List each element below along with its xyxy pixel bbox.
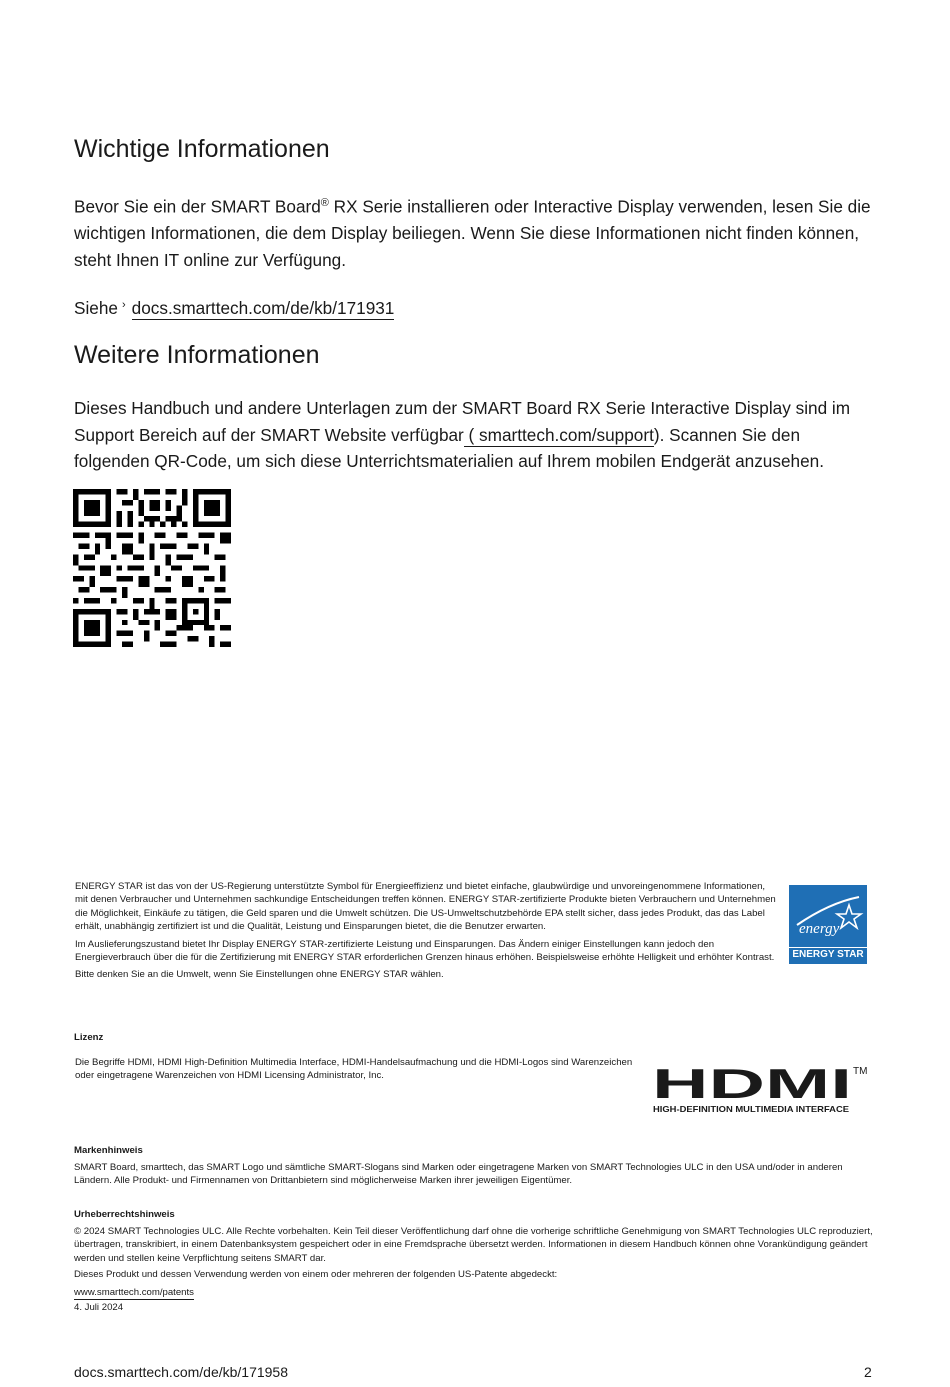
patents-text: Dieses Produkt und dessen Verwendung werden von einem oder mehreren der folgenden US-Patente abgedeckt: <box>74 1269 558 1281</box>
energy-star-section <box>75 880 780 982</box>
page-number: 2 <box>864 1364 872 1380</box>
energy-logo-label: ENERGY STAR <box>792 949 864 960</box>
chevron-right-icon: › <box>121 299 126 311</box>
more-text-1: Dieses Handbuch und andere Unterlagen zum der SMART Board RX Serie Interactive Display sind im Support Bereich auf der SMART Website verfügbar <box>74 398 851 445</box>
energy-script: energy <box>799 921 840 937</box>
see-label: Siehe <box>74 298 118 318</box>
important-heading: Wichtige Informationen <box>74 135 330 163</box>
registered-mark: ® <box>320 197 329 209</box>
energy-para-1: ENERGY STAR ist das von der US-Regierung unterstützte Symbol für Energieeffizienz und bietet einfache, glaubwürdige und unvoreingenommene Informationen, mit denen Verbraucher und Unternehmen sachkundige Entscheidungen treffen können. ENERGY STAR-zertifizierte Produkte bieten Verbrauchern und Unternehmen die Möglichkeit, Einkäufe zu tätigen, die Geld sparen und die Umwelt schützen. Die US-Umweltschutzbehörde EPA stellt sicher, dass jedes Produkt, das das Label erhält, unabhängig zertifiziert ist und die Qualität, Leistung und Einsparungen bietet, die die Benutzer erwarten. <box>75 881 776 933</box>
trademark-heading: Markenhinweis <box>74 1145 143 1156</box>
copyright-heading: Urheberrechtshinweis <box>74 1209 175 1220</box>
hdmi-wordmark-icon <box>652 1064 872 1116</box>
footer-url: docs.smarttech.com/de/kb/171958 <box>74 1364 289 1380</box>
energy-para-2: Im Auslieferungszustand bietet Ihr Display ENERGY STAR-zertifizierte Leistung und Einsparungen. Das Ändern einiger Einstellungen kann jedoch den Energieverbrauch über die für die Zertifizierung mit ENERGY STAR erforderlichen Grenzen hinaus erhöhen. Beispielsweise erhöhte Helligkeit und erhöhter Kontrast. <box>75 938 775 964</box>
copyright-text: © 2024 SMART Technologies ULC. Alle Rechte vorbehalten. Kein Teil dieser Veröffentlichung darf ohne die vorherige schriftliche Genehmigung von SMART Technologies ULC reproduziert, übertragen, transkribiert, in einem Datenbanksystem gespeichert oder in eine Fremdsprache übersetzt werden. Informationen in diesem Handbuch können ohne Vorankündigung geändert werden und stellen keine Verpflichtung seitens SMART dar. <box>74 1226 873 1264</box>
hdmi-logo <box>652 1064 872 1116</box>
more-paragraph <box>74 395 879 475</box>
copyright-section <box>74 1225 879 1314</box>
license-heading: Lizenz <box>74 1032 104 1043</box>
more-text-2: ). Scannen Sie den folgenden QR-Code, um sich diese Unterrichtsmaterialien auf Ihrem mobilen Endgerät anzusehen. <box>74 424 824 471</box>
energy-logo-divider <box>789 947 867 948</box>
see-line <box>74 292 394 322</box>
document-date: 4. Juli 2024 <box>74 1302 124 1314</box>
support-link[interactable]: ( smarttech.com/support <box>463 424 654 445</box>
patents-link[interactable]: www.smarttech.com/patents <box>74 1286 194 1298</box>
energy-star-logo <box>789 885 867 964</box>
hdmi-tagline: HIGH-DEFINITION MULTIMEDIA INTERFACE <box>653 1105 850 1114</box>
important-text-1: Bevor Sie ein der SMART Board <box>74 196 321 217</box>
more-heading: Weitere Informationen <box>74 341 320 369</box>
hdmi-tm: TM <box>853 1066 868 1077</box>
see-link[interactable]: docs.smarttech.com/de/kb/171931 <box>131 298 395 318</box>
important-text-2: RX Serie installieren oder Interactive Display verwenden, lesen Sie die wichtigen Informationen, die dem Display beiliegen. Wenn Sie diese Informationen nicht finden können, steht Ihnen IT online zur Verfügung. <box>74 196 871 270</box>
important-paragraph <box>74 190 874 273</box>
license-text: Die Begriffe HDMI, HDMI High-Definition Multimedia Interface, HDMI-Handelsaufmachung und die HDMI-Logos sind Warenzeichen oder eingetragene Warenzeichen von HDMI Licensing Administrator, Inc. <box>75 1057 633 1082</box>
energy-star-icon <box>789 885 867 947</box>
qr-code <box>73 489 231 647</box>
trademark-text: SMART Board, smarttech, das SMART Logo und sämtliche SMART-Slogans sind Marken oder eingetragene Marken von SMART Technologies ULC in den USA und/oder in anderen Ländern. Alle Produkt- und Firmennamen von Drittanbietern sind möglicherweise Marken ihrer jeweiligen Eigentümer. <box>74 1162 843 1187</box>
energy-para-3: Bitte denken Sie an die Umwelt, wenn Sie Einstellungen ohne ENERGY STAR wählen. <box>75 969 444 981</box>
hdmi-word: HDMI <box>652 1064 852 1107</box>
